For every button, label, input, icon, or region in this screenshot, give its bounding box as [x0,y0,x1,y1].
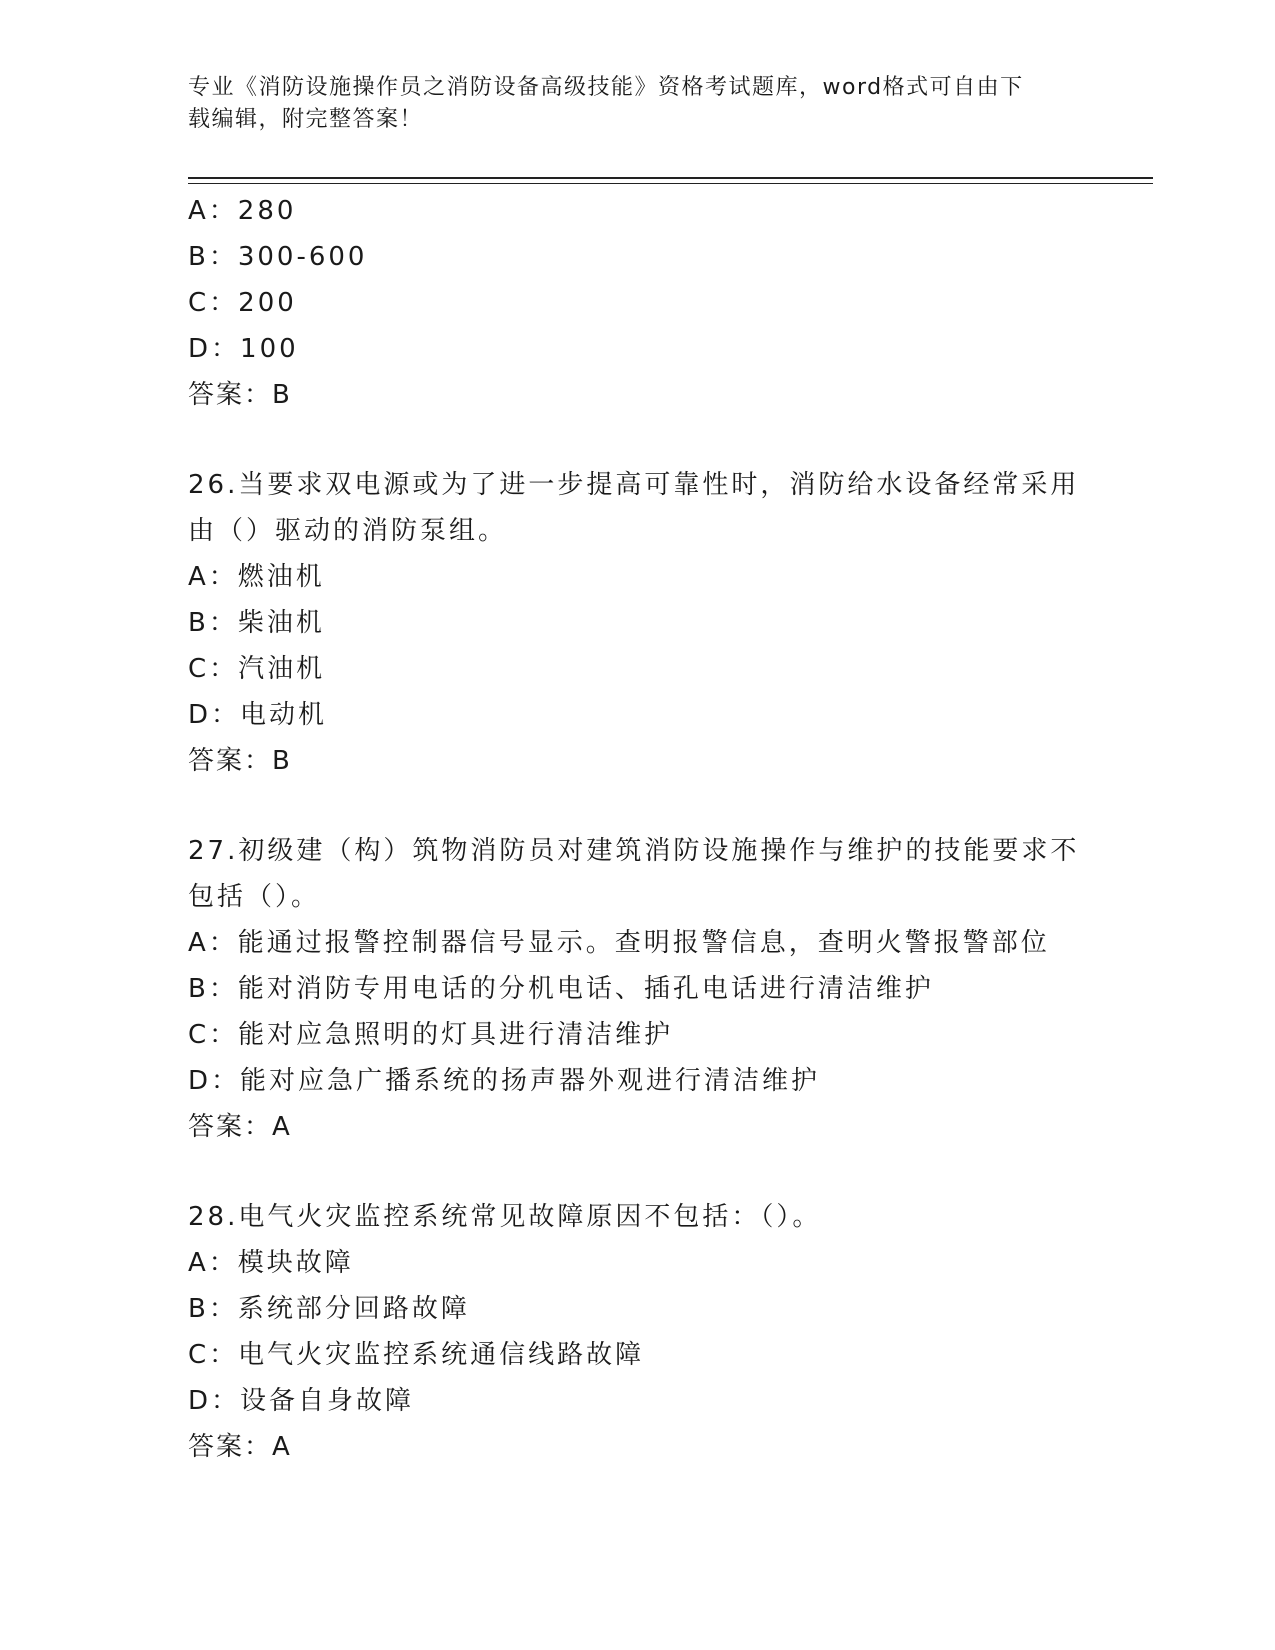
option-c: C：200 [188,288,297,318]
header-line-2: 载编辑，附完整答案！ [188,107,424,132]
option-b: B：300-600 [188,242,368,272]
option-c: C：汽油机 [188,654,326,684]
header-line-1: 专业《消防设施操作员之消防设备高级技能》资格考试题库，word格式可自由下 [188,75,1024,100]
question-28 [188,1194,1088,1470]
question-stem-cont: 包括（）。 [188,882,321,912]
question-stem: 26.当要求双电源或为了进一步提高可靠性时，消防给水设备经常采用 [188,470,1080,500]
option-d: D：能对应急广播系统的扬声器外观进行清洁维护 [188,1066,821,1096]
question-stem-cont: 由（）驱动的消防泵组。 [188,516,508,546]
option-c: C：电气火灾监控系统通信线路故障 [188,1340,645,1370]
question-list [188,188,1088,1470]
question-26 [188,462,1088,784]
question-25 [188,188,1088,418]
header-divider-thin [188,183,1153,184]
answer: 答案：B [188,746,292,776]
option-a: A：能通过报警控制器信号显示。查明报警信息，查明火警报警部位 [188,928,1050,958]
answer: 答案：A [188,1432,292,1462]
option-a: A：280 [188,196,297,226]
option-d: D：电动机 [188,700,328,730]
option-d: D：100 [188,334,299,364]
answer: 答案：A [188,1112,292,1142]
option-b: B：系统部分回路故障 [188,1294,470,1324]
option-a: A：模块故障 [188,1248,354,1278]
option-a: A：燃油机 [188,562,325,592]
document-header [188,72,1088,136]
option-b: B：柴油机 [188,608,325,638]
question-stem: 27.初级建（构）筑物消防员对建筑消防设施操作与维护的技能要求不 [188,836,1080,866]
option-b: B：能对消防专用电话的分机电话、插孔电话进行清洁维护 [188,974,934,1004]
question-stem: 28.电气火灾监控系统常见故障原因不包括：（）。 [188,1202,822,1232]
header-divider-thick [188,177,1153,179]
option-d: D：设备自身故障 [188,1386,415,1416]
answer: 答案：B [188,380,292,410]
question-27 [188,828,1088,1150]
option-c: C：能对应急照明的灯具进行清洁维护 [188,1020,674,1050]
